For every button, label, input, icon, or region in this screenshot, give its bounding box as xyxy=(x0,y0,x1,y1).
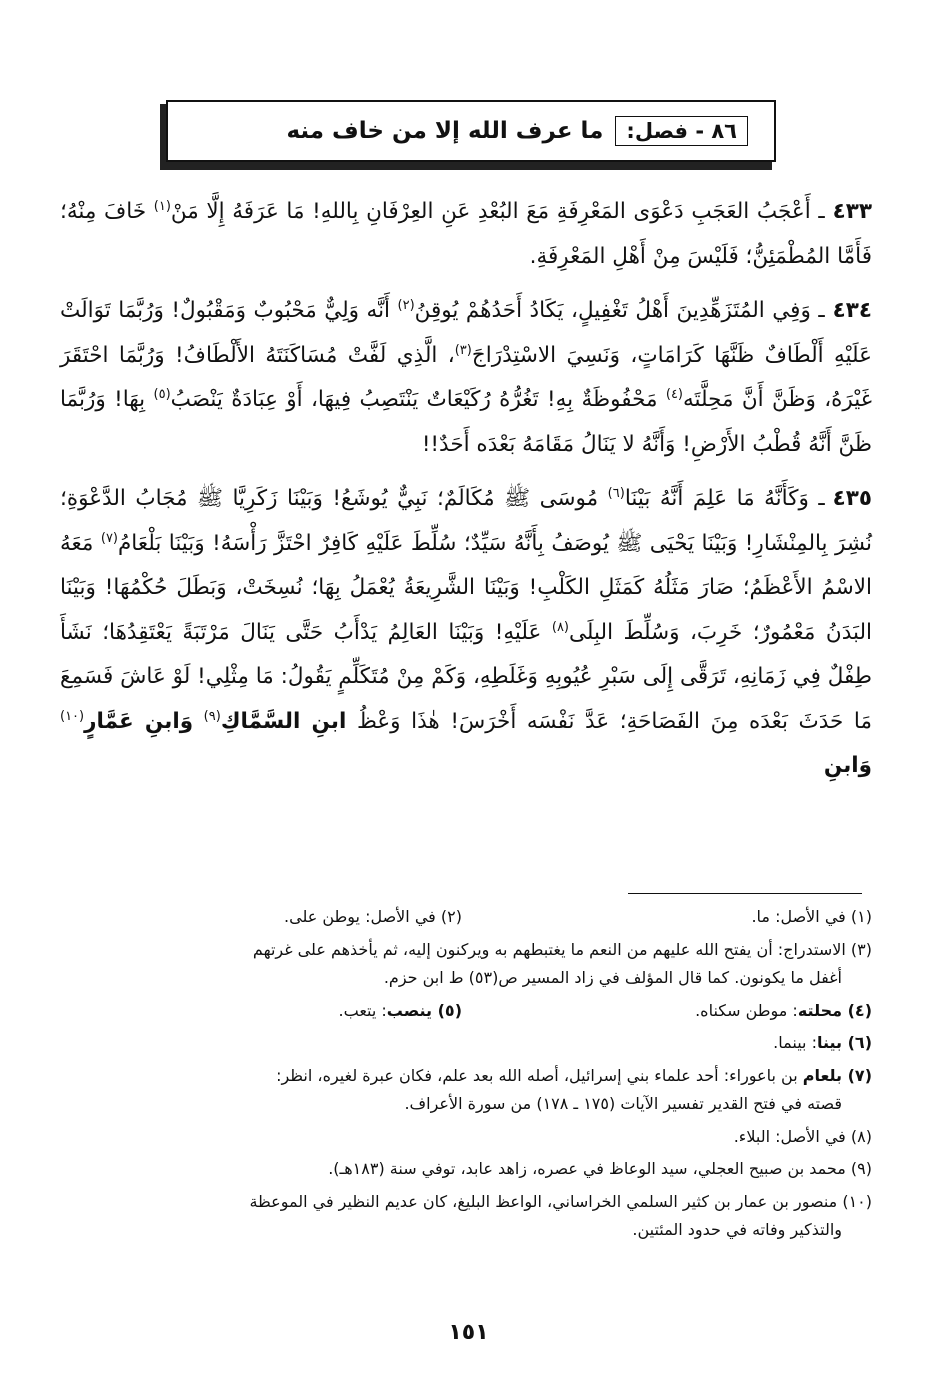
footnote-ref: (٩) xyxy=(203,708,221,724)
paragraph-text: مَعَهُ الاسْمُ الأَعْظَمُ؛ صَارَ مَثَلُهُ كَمَثَلِ الكَلْبِ! وَبَيْنَا الشَّرِيعَةُ يُعْمَلُ بِهَا؛ نُسِخَتْ، وَبَطَلَ حُكْمُهَا! وَبَيْنَا البَدَنُ مَعْمُورٌ؛ خَرِبَ، وَسُلِّطَ البِلَى xyxy=(60,530,873,645)
footnote-7 xyxy=(60,1062,872,1119)
footnote-5 xyxy=(339,997,462,1026)
footnote-4 xyxy=(462,997,872,1026)
paragraph-text: خَافَ مِنْهُ؛ فَأَمَّا المُطْمَئِنُّ؛ فَلَيْسَ مِنْ أَهْلِ المَعْرِفَةِ. xyxy=(60,199,872,269)
footnote-text: : موطن سكناه. xyxy=(695,1000,798,1020)
paragraph-number: ٤٣٣ xyxy=(832,199,872,224)
footnote-term: (٧) بلعام xyxy=(802,1065,872,1085)
paragraph-435 xyxy=(60,477,872,789)
paragraph-text: عَلَيْهِ! وَبَيْنَا العَالِمُ يَدْأَبُ حَتَّى يَنَالَ مَرْتَبَةً يَعْتَقِدُهَا؛ نَشَأَ طِفْلٌ فِي زَمَانِهِ، تَرَقَّى إِلَى سَبْرِ عُيُوبِهِ وَغَلَطِهِ، وَكَمْ مِنْ مُتَكَلِّمٍ يَقُولُ: مَا مِثْلِي! لَوْ عَاشَ فَسَمِعَ مَا حَدَثَ بَعْدَه مِنَ الفَصَاحَةِ؛ عَدَّ نَفْسَه أَخْرَسَ! هٰذَا وَعْظُ xyxy=(60,619,872,734)
footnote-ref: (٥) xyxy=(153,386,171,402)
footnote-10-line2: والتذكير وفاته في حدود المئتين. xyxy=(632,1220,842,1239)
paragraph-text: أَنَّه وَلِيٌّ مَحْبُوبٌ وَمَقْبُولٌ! وَرُبَّمَا تَوَالَتْ عَلَيْهِ أَلْطَافٌ ظَنَّهَا كَرَامَاتٍ، وَنَسِيَ الاسْتِدْرَاجَ xyxy=(60,298,872,368)
paragraph-number: ٤٣٤ xyxy=(832,298,872,323)
footnote-6 xyxy=(60,1029,872,1058)
section-number-label: ٨٦ - فصل: xyxy=(615,116,748,146)
footnote-10 xyxy=(60,1188,872,1245)
section-heading xyxy=(166,100,776,162)
paragraph-text: مُوسَى ﷺ مُكَالَمٌ؛ نَبِيٌّ يُوشَعُ! وَبَيْنَا زَكَرِيَّا ﷺ مُجَابُ الدَّعْوَةِ؛ نُشِرَ بِالمِنْشَارِ! وَبَيْنَا يَحْيَى ﷺ يُوصَفُ بِأَنَّهُ سَيِّدٌ؛ سُلِّطَ عَلَيْهِ كَافِرٌ احْتَزَّ رَأْسَهُ! وَبَيْنَا بَلْعَامُ xyxy=(60,486,873,556)
footnote-ref: (٣) xyxy=(454,342,472,358)
footnote-ref: (١) xyxy=(153,198,171,214)
footnote-text: : يتعب. xyxy=(338,1000,387,1020)
footnote-ref: (١٠) xyxy=(60,708,85,724)
footnote-row xyxy=(60,997,872,1026)
footnotes xyxy=(60,903,872,1249)
paragraph-434 xyxy=(60,289,872,467)
footnote-ref: (٧) xyxy=(100,530,118,546)
footnote-3 xyxy=(60,936,872,993)
footnote-8: (٨) في الأصل: البلاء. xyxy=(733,1126,872,1146)
footnote-term: (٥) ينصب xyxy=(386,1000,462,1020)
paragraph-text: ، الَّذِي لَفَّتْ مُسَاكَنَتَهُ الأَلْطَافُ! وَرُبَّمَا احْتَقَرَ غَيْرَهُ، وَظَنَّ أَنَّ مَحِلَّتَه xyxy=(60,342,872,412)
paragraph-text: بِهَا! وَرُبَّمَا ظَنَّ أَنَّهُ قُطْبُ الأَرْضِ! وَأَنَّهُ لا يَنَالُ مَقَامَهُ بَعْدَه أَحَدٌ!! xyxy=(60,387,872,457)
footnote-text: : بينما. xyxy=(773,1033,817,1052)
footnote-term: (٦) بينا xyxy=(816,1033,872,1052)
paragraph-text: مَحْفُوظَةٌ بِهِ! تَغُرُّهُ رُكَيْعَاتٌ يَنْتَصِبُ فِيهَا، أَوْ عِبَادَةٌ يَنْصَبُ xyxy=(170,387,666,412)
footnote-ref: (٢) xyxy=(397,297,415,313)
footnote-ref: (٤) xyxy=(665,386,683,402)
paragraph-number: ٤٣٥ xyxy=(832,486,872,511)
bold-name: ابنِ السَّمَّاكِ xyxy=(220,708,347,734)
footnote-9: (٩) محمد بن صبيح العجلي، سيد الوعاظ في عصره، زاهد عابد، توفي سنة (١٨٣هـ). xyxy=(328,1159,872,1178)
bold-name: وَابنِ عَمَّارٍ xyxy=(84,708,194,734)
footnote-separator xyxy=(628,893,862,894)
paragraph-text: ـ أَعْجَبُ العَجَبِ دَعْوَى المَعْرِفَةِ مَعَ البُعْدِ عَنِ العِرْفَانِ بِاللهِ! مَا عَرَفَهُ إِلَّا مَنْ xyxy=(170,199,825,224)
footnote-3-line2: أغفل ما يكونون. كما قال المؤلف في زاد المسير ص(٥٣) ط ابن حزم. xyxy=(383,968,842,987)
main-text xyxy=(60,190,872,799)
footnote-text: بن باعوراء: أحد علماء بني إسرائيل، أصله الله بعد علم، فكان عبرة لغيره، انظر: xyxy=(276,1065,803,1085)
footnote-7-line2: قصته في فتح القدير تفسير الآيات (١٧٥ ـ ١٧٨) من سورة الأعراف. xyxy=(404,1094,842,1113)
footnote-3-line1: (٣) الاستدراج: أن يفتح الله عليهم من النعم ما يغتبطهم به ويركنون إليه، ثم يأخذهم على غرتهم xyxy=(252,939,872,959)
paragraph-433 xyxy=(60,190,872,279)
footnote-term: (٤) محلته xyxy=(797,1000,872,1020)
section-title: ما عرف الله إلا من خاف منه xyxy=(286,118,604,144)
bold-name: وَابنِ xyxy=(823,753,872,778)
footnote-row xyxy=(60,903,872,932)
footnote-7-line1 xyxy=(60,1062,872,1091)
paragraph-text: ـ وَكَأَنَّهُ مَا عَلِمَ أَنَّهُ بَيْنَا xyxy=(624,486,825,511)
paragraph-text xyxy=(193,709,204,734)
footnote-1: (١) في الأصل: ما. xyxy=(751,907,872,926)
footnote-10-line1: (١٠) منصور بن عمار بن كثير السلمي الخراساني، الواعظ البليغ، كان عديم النظير في الموعظة xyxy=(249,1191,872,1211)
footnote-ref: (٨) xyxy=(551,619,569,635)
page-number: ١٥١ xyxy=(448,1320,489,1345)
footnote-2: (٢) في الأصل: يوطن على. xyxy=(284,907,462,926)
paragraph-text: ـ وَفِي المُتَزَهِّدِينَ أَهْلُ تَغْفِيلٍ، يَكَادُ أَحَدُهُمْ يُوقِنُ xyxy=(414,298,825,323)
footnote-ref: (٦) xyxy=(607,485,625,501)
